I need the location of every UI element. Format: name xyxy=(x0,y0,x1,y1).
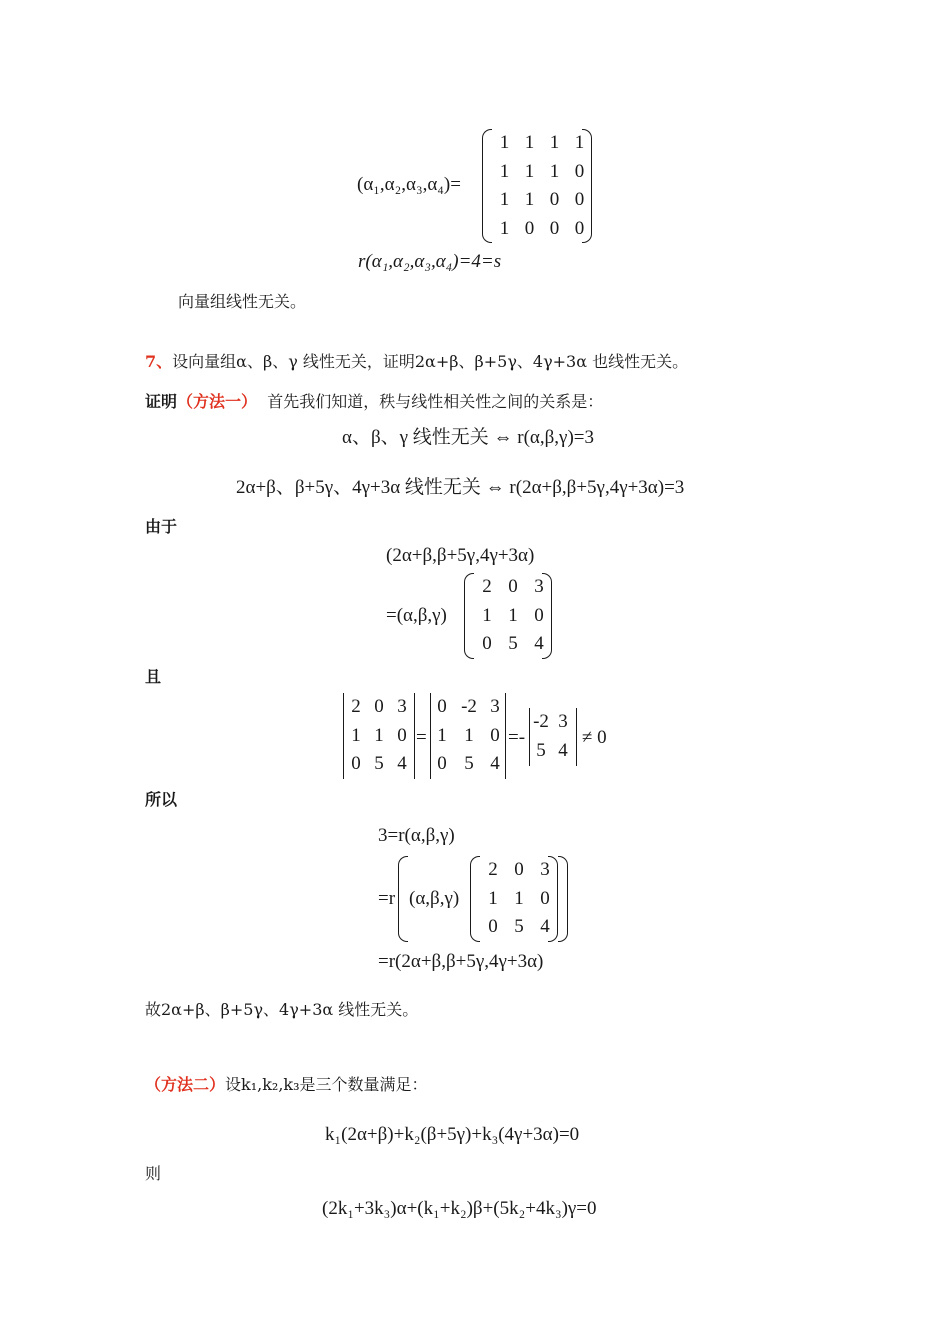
det-bar-right xyxy=(414,693,415,779)
conclusion-independent-1: 向量组线性无关。 xyxy=(178,292,307,311)
matrix-cell: 1 xyxy=(524,160,535,182)
left-paren xyxy=(398,856,408,942)
problem-7 xyxy=(145,352,688,372)
determinant-2-table xyxy=(432,693,504,779)
matrix-cell: 1 xyxy=(488,887,498,909)
matrix-cell: 0 xyxy=(574,217,585,239)
rank-chain-table xyxy=(480,856,558,942)
matrix-cell: 1 xyxy=(549,160,560,182)
matrix-cell: 1 xyxy=(499,189,510,210)
left-paren xyxy=(464,573,474,659)
det-bar-right xyxy=(576,708,577,766)
matrix-cell: 4 xyxy=(534,633,544,654)
matrix-cell: 5 xyxy=(514,916,524,937)
matrix-cell: 0 xyxy=(351,753,361,774)
matrix-cell: 1 xyxy=(508,604,518,626)
not-zero: ≠ 0 xyxy=(582,727,607,748)
problem-text: 设向量组α、β、γ 线性无关，证明2α+β、β+5γ、4γ+3α 也线性无关。 xyxy=(172,352,689,371)
method-two-label: （方法二） xyxy=(145,1075,226,1094)
equivalence-2: 2α+β、β+5γ、4γ+3α 线性无关 ⇔ r(2α+β,β+5γ,4γ+3α)=3 xyxy=(236,477,685,498)
right-paren xyxy=(558,856,568,942)
therefore-label: 所以 xyxy=(145,790,178,809)
determinant-1 xyxy=(343,693,415,779)
matrix-cell: 1 xyxy=(499,132,510,153)
matrix-row xyxy=(492,215,592,244)
matrix-cell: 0 xyxy=(397,724,407,746)
matrix-cell: 0 xyxy=(490,724,500,746)
method-two-intro xyxy=(145,1075,428,1095)
matrix-row xyxy=(432,693,504,722)
proof-label: 证明 xyxy=(145,392,178,411)
equivalence-1: α、β、γ 线性无关 ⇔ r(α,β,γ)=3 xyxy=(342,427,594,448)
rank-a-equation: r(α₁,α₂,α₃,α₄)=4=s xyxy=(358,251,502,272)
matrix-cell: 2 xyxy=(488,859,498,880)
matrix-row xyxy=(530,708,574,737)
matrix-cell: 1 xyxy=(464,724,474,746)
rank-chain-line1: 3=r(α,β,γ) xyxy=(378,825,455,846)
method-two-text: 设k₁,k₂,k₃是三个数量满足： xyxy=(225,1075,428,1094)
matrix-cell: 0 xyxy=(549,217,560,239)
matrix-row xyxy=(492,158,592,187)
matrix-row xyxy=(474,630,552,659)
rank-chain-line3: =r(2α+β,β+5γ,4γ+3α) xyxy=(378,951,544,972)
matrix-row xyxy=(480,856,558,885)
matrix-cell: 1 xyxy=(524,189,535,210)
matrix-row xyxy=(474,602,552,631)
matrix-cell: -2 xyxy=(533,711,549,732)
matrix-cell: 4 xyxy=(540,916,550,937)
proof-intro-text: 首先我们知道，秩与线性相关性之间的关系是： xyxy=(267,392,604,411)
matrix-cell: 4 xyxy=(397,753,407,774)
matrix-row xyxy=(345,722,413,751)
matrix-cell: -2 xyxy=(461,696,477,717)
and-label: 且 xyxy=(145,667,162,686)
method-one-label: （方法一） xyxy=(177,392,258,411)
matrix-cell: 5 xyxy=(464,753,474,774)
matrix-cell: 5 xyxy=(536,739,546,761)
matrix-cell: 1 xyxy=(499,217,510,239)
matrix-row xyxy=(480,885,558,914)
matrix-cell: 4 xyxy=(490,753,500,774)
matrix-cell: 0 xyxy=(574,160,585,182)
matrix-b xyxy=(464,573,552,659)
rank-chain-matrix xyxy=(470,856,558,942)
problem-number: 7、 xyxy=(145,352,173,371)
vector-combination: (2α+β,β+5γ,4γ+3α) xyxy=(386,545,535,566)
matrix-row xyxy=(492,186,592,215)
matrix-cell: 0 xyxy=(534,604,544,626)
matrix-cell: 0 xyxy=(482,633,492,654)
matrix-row xyxy=(474,573,552,602)
matrix-row xyxy=(432,750,504,779)
matrix-cell: 0 xyxy=(514,859,524,880)
matrix-b-lhs: =(α,β,γ) xyxy=(386,605,447,626)
matrix-row xyxy=(480,913,558,942)
matrix-cell: 1 xyxy=(549,132,560,153)
matrix-cell: 3 xyxy=(540,859,550,880)
matrix-cell: 3 xyxy=(397,696,407,717)
matrix-cell: 4 xyxy=(558,739,568,761)
matrix-cell: 0 xyxy=(374,696,384,717)
matrix-cell: 0 xyxy=(540,887,550,909)
matrix-cell: 0 xyxy=(524,217,535,239)
final-equation: (2k₁+3k₃)α+(k₁+k₂)β+(5k₂+4k₃)γ=0 xyxy=(322,1198,597,1219)
matrix-cell: 0 xyxy=(437,753,447,774)
matrix-row xyxy=(492,129,592,158)
matrix-row xyxy=(530,737,574,766)
matrix-cell: 5 xyxy=(374,753,384,774)
matrix-cell: 1 xyxy=(499,160,510,182)
det-bar-left xyxy=(430,693,431,779)
matrix-cell: 0 xyxy=(488,916,498,937)
then-label: 则 xyxy=(145,1164,162,1183)
matrix-row xyxy=(432,722,504,751)
det3-prefix: =- xyxy=(508,727,526,748)
det-bar-right xyxy=(505,693,506,779)
left-paren xyxy=(482,129,492,243)
k-equation: k₁(2α+β)+k₂(β+5γ)+k₃(4γ+3α)=0 xyxy=(325,1124,580,1145)
matrix-cell: 0 xyxy=(437,696,447,717)
rank-chain-prefix: =r xyxy=(378,888,396,909)
matrix-cell: 2 xyxy=(482,576,492,597)
matrix-cell: 0 xyxy=(574,189,585,210)
matrix-a-lhs: (α₁,α₂,α₃,α₄)= xyxy=(357,174,461,195)
matrix-a-table xyxy=(492,129,592,243)
determinant-2 xyxy=(430,693,506,779)
matrix-cell: 1 xyxy=(524,132,535,153)
matrix-cell: 3 xyxy=(534,576,544,597)
matrix-cell: 3 xyxy=(490,696,500,717)
matrix-a xyxy=(482,129,592,243)
matrix-cell: 1 xyxy=(574,132,585,153)
determinant-1-table xyxy=(345,693,413,779)
equals-sign: = xyxy=(416,727,427,748)
matrix-cell: 0 xyxy=(549,189,560,210)
matrix-row xyxy=(345,750,413,779)
rank-chain-inner: (α,β,γ) xyxy=(409,888,460,909)
matrix-row xyxy=(345,693,413,722)
determinant-3-table xyxy=(530,708,574,765)
conclusion-independent-2: 故2α+β、β+5γ、4γ+3α 线性无关。 xyxy=(145,1000,419,1019)
left-paren xyxy=(470,856,480,942)
proof-intro xyxy=(145,392,603,412)
matrix-cell: 1 xyxy=(437,724,447,746)
matrix-cell: 1 xyxy=(374,724,384,746)
det-bar-left xyxy=(343,693,344,779)
matrix-cell: 2 xyxy=(351,696,361,717)
matrix-cell: 5 xyxy=(508,633,518,654)
matrix-cell: 1 xyxy=(351,724,361,746)
matrix-cell: 1 xyxy=(482,604,492,626)
since-label: 由于 xyxy=(145,517,178,536)
matrix-cell: 3 xyxy=(558,711,568,732)
matrix-cell: 0 xyxy=(508,576,518,597)
matrix-b-table xyxy=(474,573,552,659)
matrix-cell: 1 xyxy=(514,887,524,909)
determinant-3 xyxy=(529,708,577,766)
